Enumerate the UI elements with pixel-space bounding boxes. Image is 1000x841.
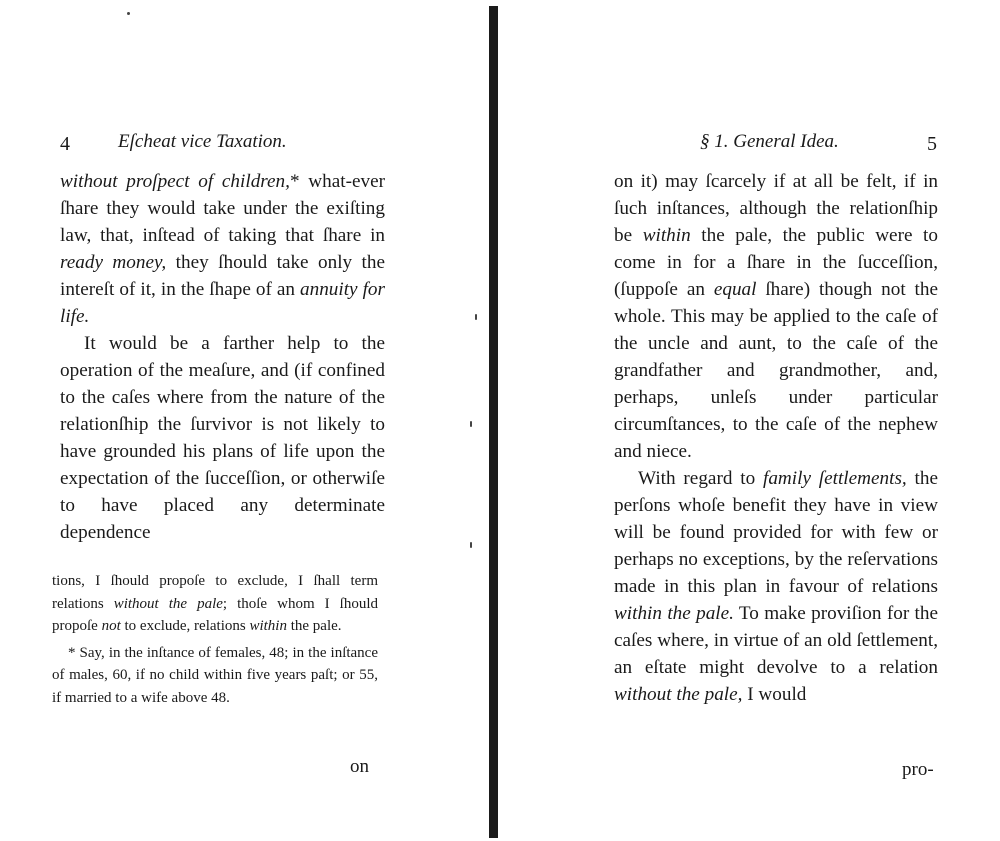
italic-phrase: without the pale, (614, 684, 743, 705)
text-run: ; thoſe whom I ſhould propoſe (52, 595, 378, 634)
italic-phrase: without proſpect of children, (60, 171, 290, 192)
left-paragraph-1 (60, 168, 385, 330)
right-catchword: pro- (902, 759, 934, 780)
right-body (614, 168, 938, 708)
italic-phrase: within (249, 618, 287, 634)
paper-speck (475, 314, 477, 320)
text-run: With regard to (638, 468, 763, 489)
footnote-asterisk: * Say, in the inſtance of females, 48; in the inſtance of males, 60, if no child within five years paſt; or 55, if married to a wife above 48. (52, 644, 378, 706)
text-run: the pale, the public were to come in for a ſhare in the ſucceſſion, (ſuppoſe an (614, 225, 938, 300)
right-page (500, 0, 1000, 841)
paper-speck (470, 421, 472, 427)
footnote-continuation (52, 570, 378, 638)
left-page (0, 0, 490, 841)
italic-phrase: family ſettlements, (763, 468, 907, 489)
left-body (60, 168, 385, 546)
text-run: To make proviſion for the caſes where, in virtue of an old ſettlement, an eſtate might devolve to a relation (614, 603, 938, 678)
right-page-number: 5 (927, 133, 937, 155)
left-footnotes (52, 570, 378, 709)
right-paragraph-1 (614, 168, 938, 465)
book-gutter (489, 6, 498, 838)
italic-phrase: without the pale (113, 595, 223, 612)
right-paragraph-2 (614, 465, 938, 708)
text-run: I would (742, 684, 807, 705)
paper-speck (127, 12, 130, 15)
italic-phrase: ready money, (60, 252, 167, 273)
italic-phrase: within (642, 225, 691, 246)
italic-phrase: equal (713, 279, 757, 300)
text-run: they ſhould take only the intereſt of it, in the ſhape of an (60, 252, 385, 300)
left-catchword: on (350, 756, 369, 777)
text-run: tions, I ſhould propoſe to exclude, I ſhall term relations (52, 573, 378, 612)
right-running-title: § 1. General Idea. (700, 131, 839, 152)
text-run: on it) may ſcarcely if at all be felt, if in ſuch inſtances, although the relationſhip be (614, 171, 938, 246)
italic-phrase: not (101, 618, 121, 634)
text-run: the perſons whoſe benefit they have in view will be found provided for with few or perhaps no exceptions, by the reſervations made in this plan in favour of relations (614, 468, 938, 597)
italic-phrase: annuity for life. (60, 279, 385, 327)
left-running-title: Eſcheat vice Taxation. (118, 131, 287, 152)
text-run: * what-ever ſhare they would take under the exiſting law, that, inſtead of taking that ſhare in (60, 171, 385, 246)
left-paragraph-2: It would be a farther help to the operation of the meaſure, and (if confined to the caſes where from the nature of the relationſhip the ſurvivor is not likely to have grounded his plans of life upon the expectation of the ſucceſſion, or otherwiſe to have placed any determinate dependence (60, 333, 385, 543)
paper-speck (470, 542, 472, 548)
italic-phrase: within the pale. (614, 603, 734, 624)
text-run: the pale. (286, 618, 342, 634)
text-run: to exclude, relations (120, 618, 250, 634)
text-run: ſhare) though not the whole. This may be applied to the caſe of the uncle and aunt, to the caſe of the grandfather and grandmother, and, perhaps, unleſs under particular circumſtances, to the caſe of the nephew and niece. (614, 279, 938, 462)
left-page-number: 4 (60, 133, 70, 155)
